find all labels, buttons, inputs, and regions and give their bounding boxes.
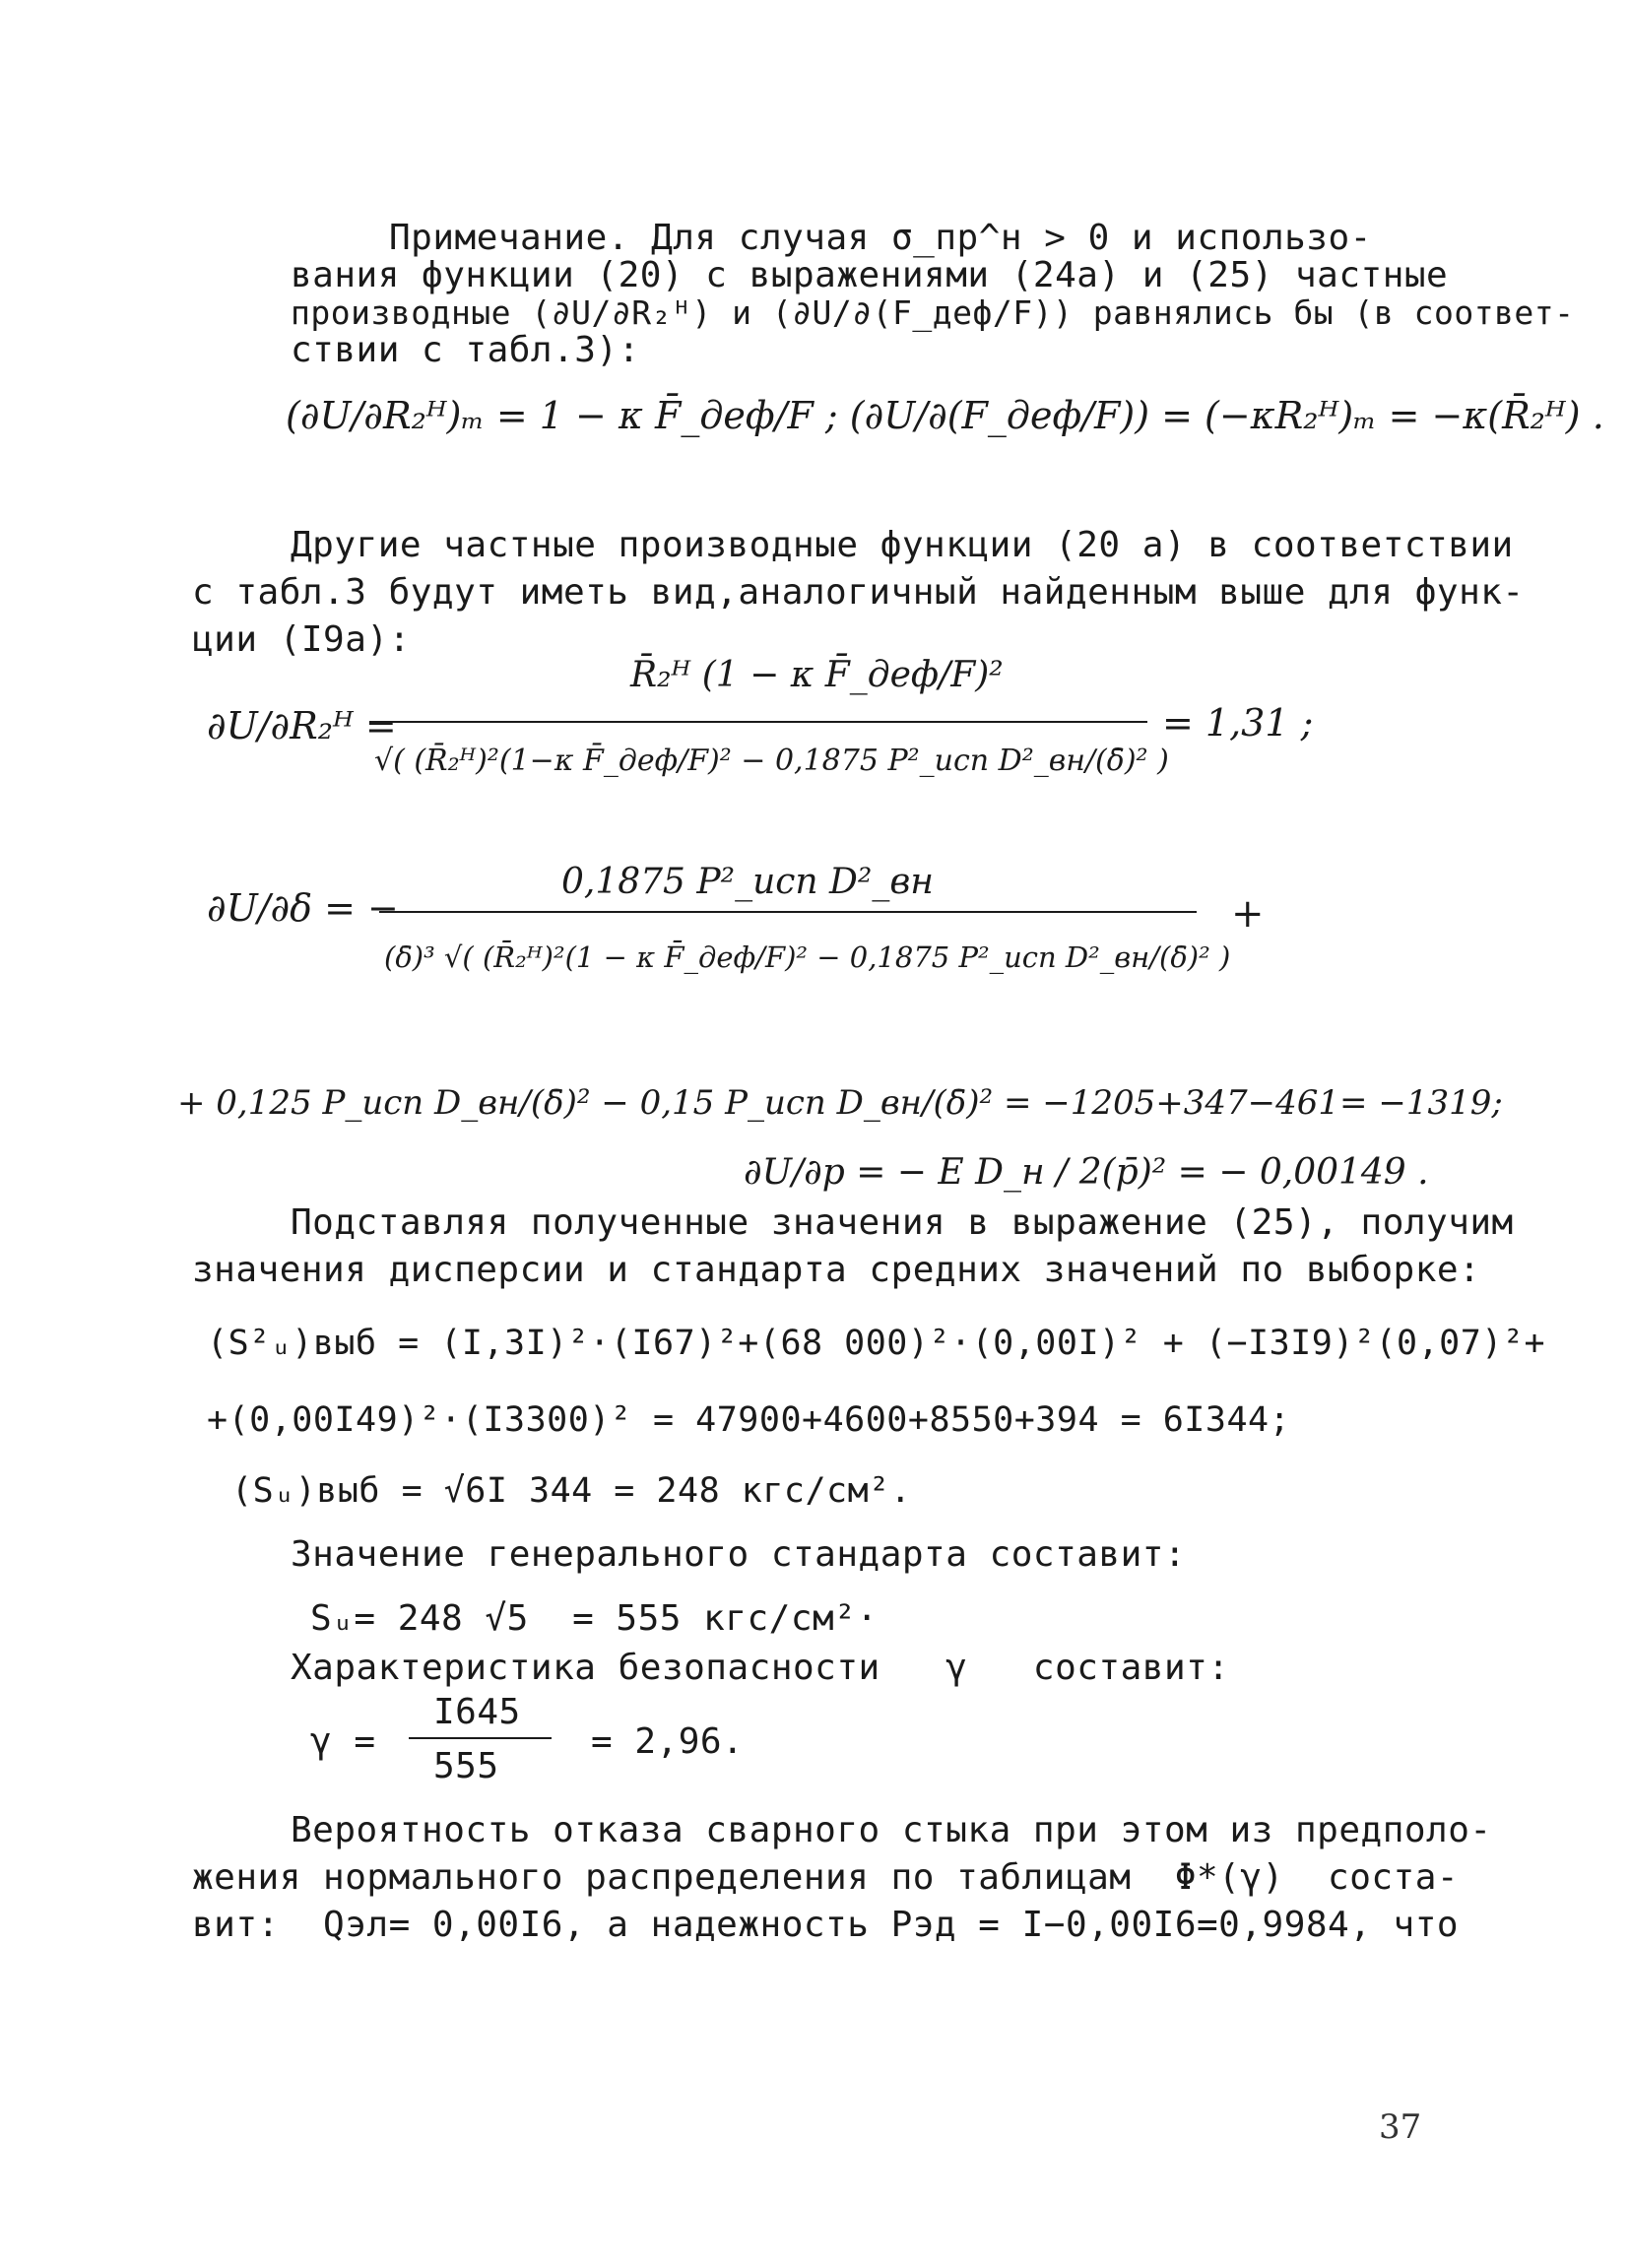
para4-line-1: Вероятность отказа сварного стыка при этом из предполо- (291, 1810, 1492, 1850)
eq2-lhs: ∂U/∂δ = − (207, 886, 399, 930)
calc-line-1: (S²ᵤ)выб = (I,3I)²·(I67)²+(68 000)²·(0,00I)² + (−I3I9)²(0,07)²+ (207, 1324, 1546, 1363)
note-line-4: ствии с табл.3): (291, 330, 640, 370)
note-formula: (∂U/∂R₂ᴴ)ₘ = 1 − κ F̄_деф/F ; (∂U/∂(F_деф/F)) = (−κR₂ᴴ)ₘ = −κ(R̄₂ᴴ) . (286, 394, 1604, 437)
gamma-lhs: γ = (310, 1721, 376, 1762)
gamma-result: = 2,96. (591, 1721, 745, 1762)
eq2-continuation: + 0,125 P_исп D_вн/(δ̄)² − 0,15 P_исп D_вн/(δ̄)² = −1205+347−461= −1319; (177, 1083, 1503, 1123)
eq2-fraction-bar (379, 911, 1197, 913)
para2-line-1: Подставляя полученные значения в выражение (25), получим (291, 1202, 1514, 1243)
eq1-denominator: √( (R̄₂ᴴ)²(1−κ F̄_деф/F)² − 0,1875 P²_исп D²_вн/(δ̄)² ) (374, 744, 1169, 778)
page-number: 37 (1379, 2107, 1422, 2147)
eq-du-dp: ∂U/∂p = − E D_н / 2(p̄)² = − 0,00149 . (744, 1152, 1429, 1193)
para3-line-2: Характеристика безопасности γ составит: (291, 1648, 1230, 1688)
note-line-1: Примечание. Для случая σ_пр^н > 0 и использо- (389, 218, 1372, 258)
para1-line-3: ции (I9а): (192, 619, 411, 660)
eq1-lhs: ∂U/∂R₂ᴴ = (207, 704, 397, 747)
eq1-numerator: R̄₂ᴴ (1 − κ F̄_деф/F)² (630, 655, 1004, 695)
calc-line-2: +(0,00I49)²·(I3300)² = 47900+4600+8550+394 = 6I344; (207, 1400, 1291, 1440)
para1-line-2: с табл.3 будут иметь вид,аналогичный найденным выше для функ- (192, 572, 1525, 613)
para4-line-3: вит: Qэл= 0,00I6, а надежность Pэд = I−0,00I6=0,9984, что (192, 1905, 1460, 1945)
general-standard-formula: Sᵤ= 248 √5 = 555 кгс/см²· (310, 1598, 879, 1639)
para2-line-2: значения дисперсии и стандарта средних значений по выборке: (192, 1250, 1481, 1290)
calc-line-3: (Sᵤ)выб = √6I 344 = 248 кгс/см². (231, 1471, 912, 1511)
note-line-2: вания функции (20) с выражениями (24а) и (25) частные (291, 255, 1449, 295)
gamma-denominator: 555 (433, 1746, 499, 1786)
para1-line-1: Другие частные производные функции (20 а) в соответствии (291, 525, 1514, 565)
gamma-numerator: I645 (433, 1692, 521, 1732)
eq1-result: = 1,31 ; (1162, 701, 1314, 745)
eq2-numerator: 0,1875 P²_исп D²_вн (561, 862, 934, 902)
eq2-plus: + (1231, 891, 1265, 937)
para4-line-2: жения нормального распределения по таблицам Φ*(γ) соста- (192, 1857, 1460, 1898)
eq1-fraction-bar (369, 721, 1147, 723)
note-line-3: производные (∂U/∂R₂ᴴ) и (∂U/∂(F_деф/F)) равнялись бы (в соответ- (291, 293, 1575, 332)
eq2-denominator: (δ̄)³ √( (R̄₂ᴴ)²(1 − κ F̄_деф/F)² − 0,1875 P²_исп D²_вн/(δ̄)² ) (384, 940, 1231, 974)
gamma-fraction-bar (409, 1737, 552, 1739)
para3-line-1: Значение генерального стандарта составит: (291, 1534, 1187, 1575)
